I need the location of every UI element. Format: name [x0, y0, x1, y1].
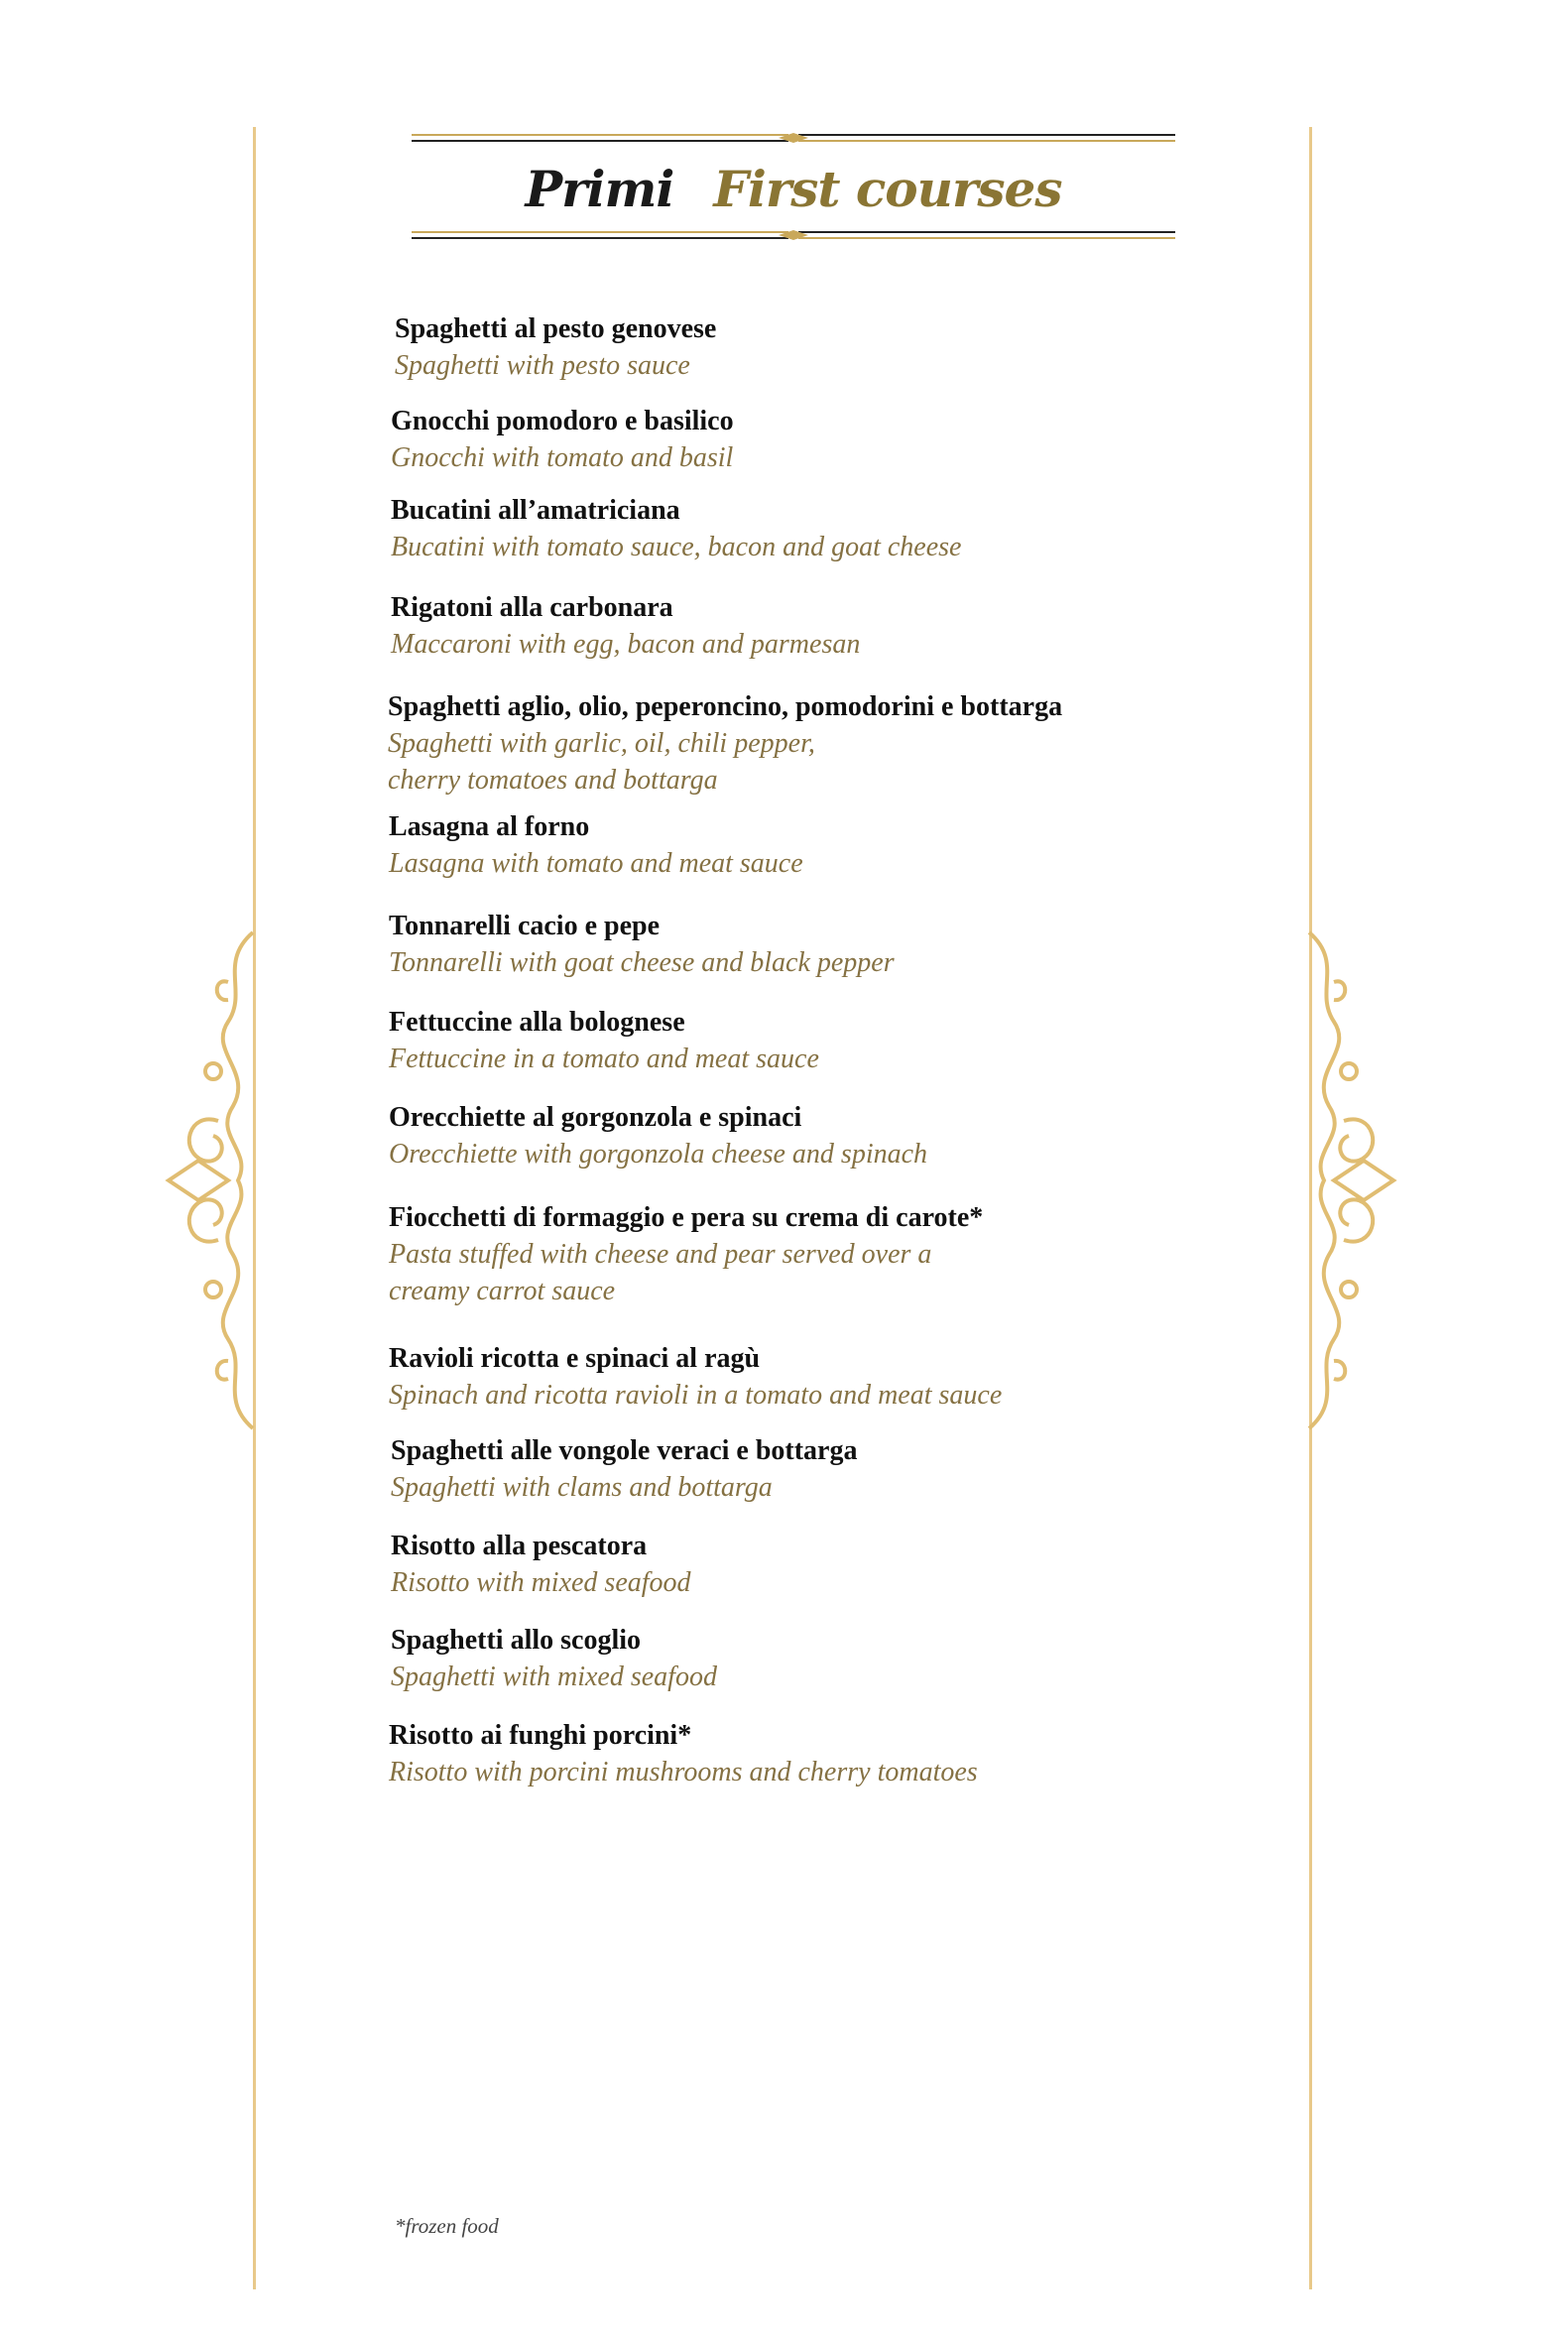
item-name: Fettuccine alla bolognese	[389, 1007, 685, 1038]
menu-item	[389, 809, 1202, 882]
menu-item	[389, 1718, 1202, 1790]
item-description: Spinach and ricotta ravioli in a tomato and meat sauce	[389, 1380, 1003, 1411]
menu-item	[391, 404, 1204, 476]
item-description-line2: cherry tomatoes and bottarga	[388, 765, 718, 796]
item-name: Tonnarelli cacio e pepe	[389, 911, 660, 941]
header-rule-top	[412, 131, 1175, 145]
menu-item	[389, 1200, 1202, 1309]
item-name: Spaghetti allo scoglio	[391, 1625, 642, 1656]
item-description: Gnocchi with tomato and basil	[391, 442, 734, 473]
item-description: Maccaroni with egg, bacon and parmesan	[391, 629, 861, 660]
menu-item	[389, 909, 1202, 981]
item-name: Gnocchi pomodoro e basilico	[391, 406, 734, 436]
menu-item	[391, 1529, 1204, 1601]
item-description: Risotto with mixed seafood	[391, 1567, 691, 1598]
menu-item	[389, 1100, 1202, 1172]
item-name: Orecchiette al gorgonzola e spinaci	[389, 1102, 802, 1133]
footnote: *frozen food	[395, 2214, 499, 2238]
item-description: Orecchiette with gorgonzola cheese and spinach	[389, 1139, 928, 1170]
section-header	[412, 127, 1175, 246]
menu-item	[391, 590, 1204, 663]
item-name: Lasagna al forno	[389, 811, 590, 842]
item-name: Fiocchetti di formaggio e pera su crema di carote*	[389, 1202, 984, 1233]
header-rule-bottom	[412, 228, 1175, 242]
left-ornament-icon	[159, 923, 268, 1438]
item-description: Spaghetti with clams and bottarga	[391, 1472, 773, 1503]
title-english: First courses	[713, 160, 1062, 218]
menu-item	[391, 1433, 1204, 1506]
item-description: Lasagna with tomato and meat sauce	[389, 848, 803, 879]
item-description: Spaghetti with pesto sauce	[395, 350, 690, 381]
item-description: Spaghetti with mixed seafood	[391, 1662, 717, 1692]
item-description-line2: creamy carrot sauce	[389, 1276, 616, 1306]
page-title	[412, 155, 1175, 224]
item-name: Spaghetti alle vongole veraci e bottarga	[391, 1435, 858, 1466]
item-description: Risotto with porcini mushrooms and cherry tomatoes	[389, 1757, 978, 1787]
item-description: Spaghetti with garlic, oil, chili pepper,	[388, 728, 815, 759]
menu-item	[391, 493, 1204, 565]
item-description: Fettuccine in a tomato and meat sauce	[389, 1044, 819, 1074]
item-name: Risotto alla pescatora	[391, 1531, 648, 1561]
title-italian: Primi	[525, 160, 674, 218]
menu-item	[388, 689, 1201, 799]
item-name: Spaghetti aglio, olio, peperoncino, pomodorini e bottarga	[388, 691, 1063, 722]
item-description: Tonnarelli with goat cheese and black pepper	[389, 947, 895, 978]
menu-item	[389, 1341, 1202, 1414]
item-name: Ravioli ricotta e spinaci al ragù	[389, 1343, 761, 1374]
item-description: Pasta stuffed with cheese and pear served over a	[389, 1239, 932, 1270]
menu-item	[389, 1005, 1202, 1077]
right-ornament-icon	[1294, 923, 1403, 1438]
item-name: Risotto ai funghi porcini*	[389, 1720, 692, 1751]
item-description: Bucatini with tomato sauce, bacon and goat cheese	[391, 532, 962, 562]
menu-item	[395, 311, 1208, 384]
item-name: Spaghetti al pesto genovese	[395, 313, 717, 344]
item-name: Bucatini all’amatriciana	[391, 495, 680, 526]
menu-item	[391, 1623, 1204, 1695]
item-name: Rigatoni alla carbonara	[391, 592, 673, 623]
